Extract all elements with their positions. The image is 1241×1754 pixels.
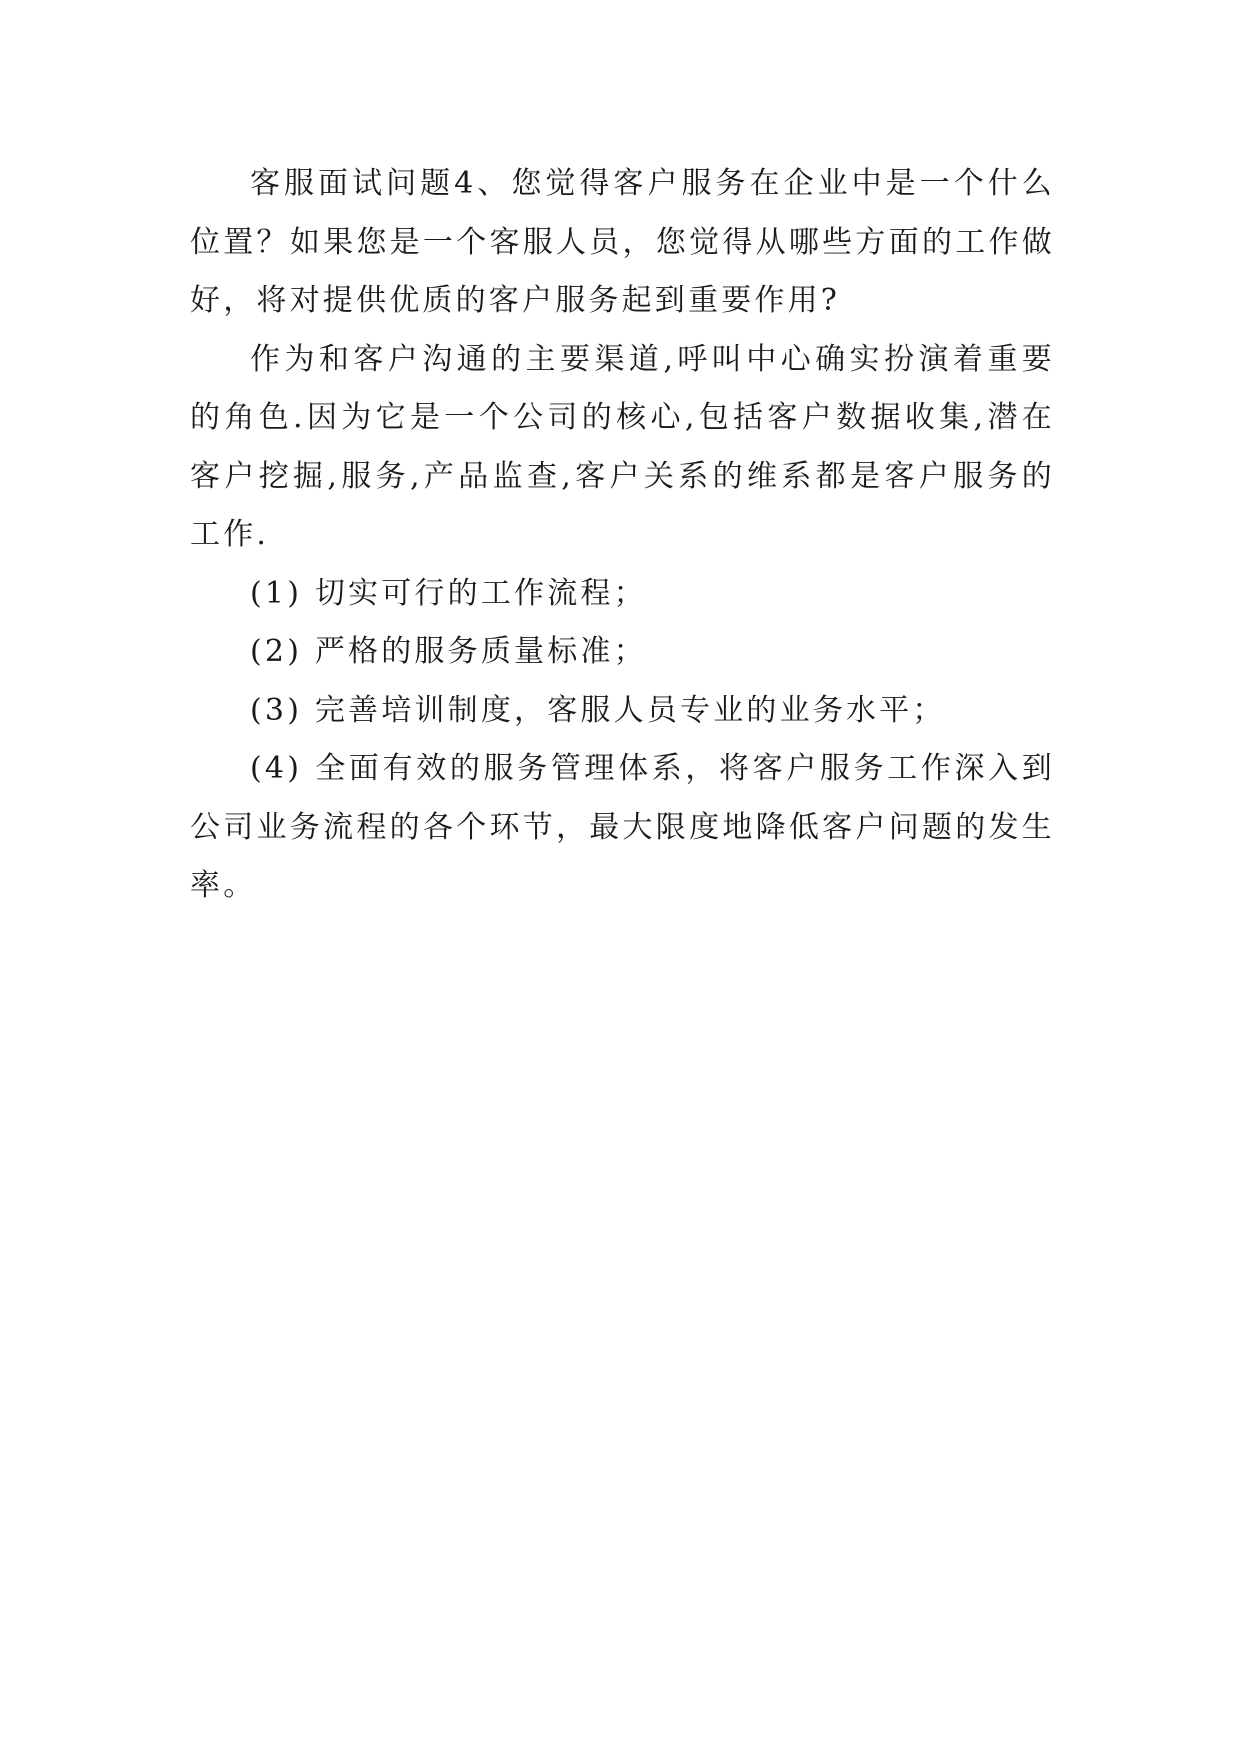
document-body (190, 155, 1055, 916)
paragraph-answer-intro: 作为和客户沟通的主要渠道,呼叫中心确实扮演着重要的角色.因为它是一个公司的核心,包括客户数据收集,潜在客户挖掘,服务,产品监查,客户关系的维系都是客户服务的工作. (190, 341, 1055, 552)
list-item-4: (4) 全面有效的服务管理体系，将客户服务工作深入到公司业务流程的各个环节，最大限度地降低客户问题的发生率。 (190, 751, 1055, 903)
list-item-1: (1) 切实可行的工作流程； (250, 575, 647, 611)
paragraph-question: 客服面试问题4、您觉得客户服务在企业中是一个什么位置？如果您是一个客服人员，您觉得从哪些方面的工作做好，将对提供优质的客户服务起到重要作用? (190, 166, 1055, 318)
list-item-2: (2) 严格的服务质量标准； (250, 634, 647, 669)
list-item-3: (3) 完善培训制度，客服人员专业的业务水平； (250, 692, 946, 728)
